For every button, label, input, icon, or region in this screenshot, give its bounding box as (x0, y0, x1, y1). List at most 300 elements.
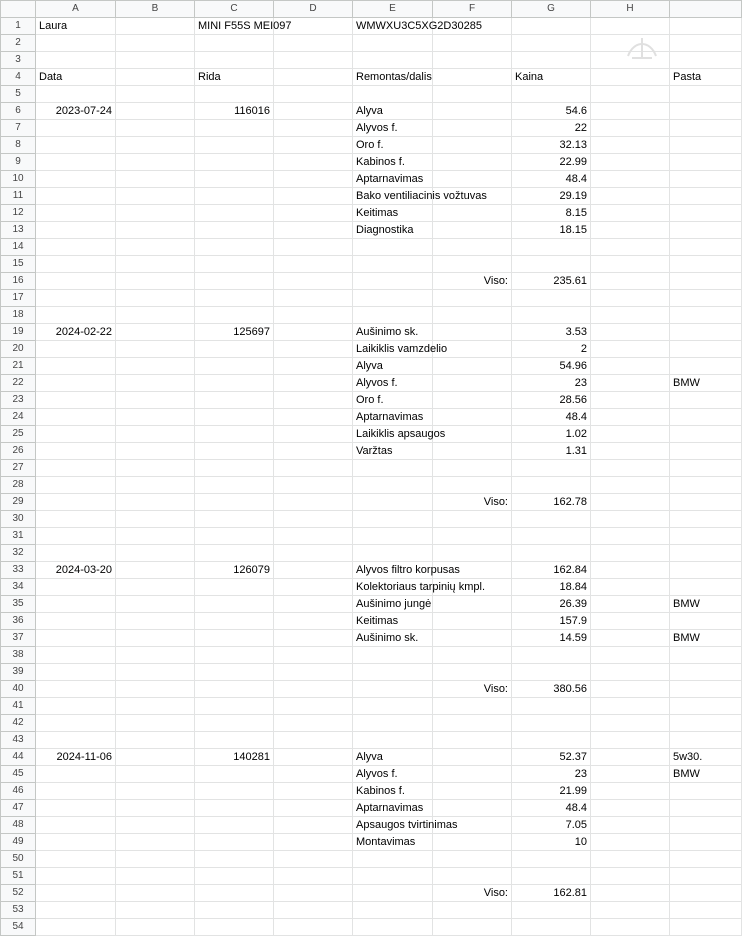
cell-d[interactable] (274, 86, 353, 103)
cell-e[interactable]: WMWXU3C5XG2D30285 (353, 18, 433, 35)
row-header[interactable]: 29 (1, 494, 36, 511)
cell-g[interactable] (512, 902, 591, 919)
cell-f[interactable] (433, 86, 512, 103)
cell-g[interactable]: 22.99 (512, 154, 591, 171)
cell-d[interactable] (274, 222, 353, 239)
cell-e[interactable] (353, 681, 433, 698)
cell-g[interactable]: 23 (512, 375, 591, 392)
cell-b[interactable] (116, 205, 195, 222)
cell-c[interactable] (195, 35, 274, 52)
cell-g[interactable]: 29.19 (512, 188, 591, 205)
cell-i[interactable] (670, 86, 742, 103)
cell-d[interactable] (274, 919, 353, 936)
cell-h[interactable] (591, 239, 670, 256)
cell-a[interactable] (36, 341, 116, 358)
cell-a[interactable] (36, 392, 116, 409)
cell-g[interactable] (512, 511, 591, 528)
cell-c[interactable] (195, 919, 274, 936)
cell-f[interactable] (433, 511, 512, 528)
row-header[interactable]: 35 (1, 596, 36, 613)
cell-i[interactable] (670, 681, 742, 698)
cell-g[interactable] (512, 239, 591, 256)
cell-a[interactable] (36, 766, 116, 783)
cell-e[interactable]: Aptarnavimas (353, 171, 433, 188)
cell-h[interactable] (591, 35, 670, 52)
cell-h[interactable] (591, 885, 670, 902)
cell-f[interactable]: Viso: (433, 273, 512, 290)
cell-a[interactable] (36, 409, 116, 426)
cell-h[interactable] (591, 86, 670, 103)
cell-d[interactable] (274, 324, 353, 341)
cell-h[interactable] (591, 409, 670, 426)
cell-f[interactable] (433, 35, 512, 52)
cell-e[interactable]: Kabinos f. (353, 154, 433, 171)
cell-c[interactable] (195, 664, 274, 681)
cell-g[interactable]: 28.56 (512, 392, 591, 409)
row-header[interactable]: 46 (1, 783, 36, 800)
cell-f[interactable] (433, 409, 512, 426)
cell-i[interactable] (670, 715, 742, 732)
cell-h[interactable] (591, 494, 670, 511)
cell-e[interactable] (353, 647, 433, 664)
cell-f[interactable] (433, 120, 512, 137)
cell-a[interactable] (36, 868, 116, 885)
cell-g[interactable]: 48.4 (512, 171, 591, 188)
cell-e[interactable]: Aušinimo sk. (353, 324, 433, 341)
cell-b[interactable] (116, 307, 195, 324)
cell-i[interactable] (670, 783, 742, 800)
row-header[interactable]: 28 (1, 477, 36, 494)
cell-b[interactable] (116, 239, 195, 256)
cell-a[interactable] (36, 783, 116, 800)
cell-f[interactable]: Viso: (433, 885, 512, 902)
cell-h[interactable] (591, 205, 670, 222)
cell-d[interactable] (274, 902, 353, 919)
cell-g[interactable] (512, 647, 591, 664)
cell-c[interactable]: 125697 (195, 324, 274, 341)
cell-c[interactable] (195, 358, 274, 375)
cell-i[interactable] (670, 137, 742, 154)
cell-b[interactable] (116, 86, 195, 103)
cell-d[interactable] (274, 137, 353, 154)
row-header[interactable]: 9 (1, 154, 36, 171)
cell-h[interactable] (591, 460, 670, 477)
cell-b[interactable] (116, 647, 195, 664)
cell-e[interactable] (353, 35, 433, 52)
cell-a[interactable]: 2024-02-22 (36, 324, 116, 341)
cell-b[interactable] (116, 545, 195, 562)
cell-e[interactable]: Apsaugos tvirtinimas (353, 817, 433, 834)
cell-i[interactable] (670, 698, 742, 715)
cell-d[interactable] (274, 766, 353, 783)
cell-g[interactable] (512, 35, 591, 52)
cell-c[interactable] (195, 715, 274, 732)
cell-d[interactable] (274, 664, 353, 681)
cell-i[interactable] (670, 256, 742, 273)
cell-d[interactable] (274, 392, 353, 409)
cell-i[interactable] (670, 120, 742, 137)
cell-f[interactable] (433, 664, 512, 681)
cell-f[interactable] (433, 222, 512, 239)
row-header[interactable]: 53 (1, 902, 36, 919)
cell-e[interactable]: Alyva (353, 103, 433, 120)
cell-h[interactable] (591, 664, 670, 681)
row-header[interactable]: 45 (1, 766, 36, 783)
cell-a[interactable] (36, 120, 116, 137)
cell-b[interactable] (116, 460, 195, 477)
cell-g[interactable] (512, 290, 591, 307)
cell-g[interactable]: 3.53 (512, 324, 591, 341)
cell-f[interactable] (433, 460, 512, 477)
cell-b[interactable] (116, 358, 195, 375)
cell-g[interactable]: 162.78 (512, 494, 591, 511)
cell-d[interactable] (274, 426, 353, 443)
cell-h[interactable] (591, 443, 670, 460)
cell-b[interactable] (116, 698, 195, 715)
cell-e[interactable]: Alyva (353, 358, 433, 375)
row-header[interactable]: 6 (1, 103, 36, 120)
cell-i[interactable] (670, 52, 742, 69)
cell-f[interactable] (433, 358, 512, 375)
cell-d[interactable] (274, 749, 353, 766)
cell-a[interactable] (36, 460, 116, 477)
cell-e[interactable] (353, 460, 433, 477)
cell-h[interactable] (591, 715, 670, 732)
cell-f[interactable] (433, 443, 512, 460)
cell-c[interactable]: 116016 (195, 103, 274, 120)
cell-f[interactable] (433, 902, 512, 919)
cell-a[interactable] (36, 834, 116, 851)
cell-d[interactable] (274, 732, 353, 749)
cell-h[interactable] (591, 528, 670, 545)
cell-d[interactable] (274, 239, 353, 256)
cell-d[interactable] (274, 715, 353, 732)
cell-e[interactable]: Kabinos f. (353, 783, 433, 800)
cell-e[interactable] (353, 528, 433, 545)
cell-i[interactable] (670, 239, 742, 256)
cell-e[interactable] (353, 664, 433, 681)
cell-h[interactable] (591, 562, 670, 579)
row-header[interactable]: 48 (1, 817, 36, 834)
cell-d[interactable] (274, 647, 353, 664)
cell-b[interactable] (116, 290, 195, 307)
cell-d[interactable] (274, 154, 353, 171)
cell-f[interactable] (433, 171, 512, 188)
cell-a[interactable] (36, 715, 116, 732)
cell-b[interactable] (116, 868, 195, 885)
cell-h[interactable] (591, 851, 670, 868)
cell-d[interactable] (274, 800, 353, 817)
cell-b[interactable] (116, 902, 195, 919)
cell-h[interactable] (591, 52, 670, 69)
cell-b[interactable] (116, 732, 195, 749)
cell-h[interactable] (591, 698, 670, 715)
cell-b[interactable] (116, 817, 195, 834)
cell-d[interactable] (274, 511, 353, 528)
cell-g[interactable]: 48.4 (512, 409, 591, 426)
cell-c[interactable] (195, 477, 274, 494)
cell-b[interactable] (116, 188, 195, 205)
cell-i[interactable] (670, 732, 742, 749)
cell-b[interactable] (116, 222, 195, 239)
cell-f[interactable] (433, 52, 512, 69)
cell-e[interactable] (353, 902, 433, 919)
row-header[interactable]: 42 (1, 715, 36, 732)
cell-h[interactable] (591, 732, 670, 749)
cell-a[interactable] (36, 477, 116, 494)
cell-e[interactable] (353, 715, 433, 732)
cell-g[interactable] (512, 18, 591, 35)
cell-i[interactable] (670, 579, 742, 596)
cell-f[interactable]: Viso: (433, 494, 512, 511)
cell-e[interactable] (353, 307, 433, 324)
cell-h[interactable] (591, 919, 670, 936)
cell-h[interactable] (591, 766, 670, 783)
cell-d[interactable] (274, 273, 353, 290)
cell-i[interactable] (670, 358, 742, 375)
cell-e[interactable]: Laikiklis vamzdelio (353, 341, 433, 358)
row-header[interactable]: 8 (1, 137, 36, 154)
cell-b[interactable] (116, 426, 195, 443)
cell-e[interactable]: Varžtas (353, 443, 433, 460)
cell-g[interactable] (512, 545, 591, 562)
cell-h[interactable] (591, 477, 670, 494)
cell-d[interactable] (274, 409, 353, 426)
cell-c[interactable] (195, 171, 274, 188)
cell-c[interactable] (195, 868, 274, 885)
cell-b[interactable] (116, 137, 195, 154)
cell-c[interactable] (195, 154, 274, 171)
cell-d[interactable] (274, 256, 353, 273)
cell-i[interactable] (670, 664, 742, 681)
cell-f[interactable] (433, 205, 512, 222)
cell-f[interactable] (433, 307, 512, 324)
cell-i[interactable] (670, 392, 742, 409)
cell-f[interactable] (433, 154, 512, 171)
cell-a[interactable] (36, 851, 116, 868)
cell-e[interactable]: Montavimas (353, 834, 433, 851)
row-header[interactable]: 30 (1, 511, 36, 528)
cell-h[interactable] (591, 902, 670, 919)
cell-i[interactable]: BMW (670, 375, 742, 392)
cell-g[interactable] (512, 732, 591, 749)
cell-a[interactable] (36, 885, 116, 902)
row-header[interactable]: 14 (1, 239, 36, 256)
cell-h[interactable] (591, 307, 670, 324)
cell-a[interactable] (36, 681, 116, 698)
cell-a[interactable] (36, 647, 116, 664)
cell-i[interactable] (670, 426, 742, 443)
cell-g[interactable]: Kaina (512, 69, 591, 86)
cell-b[interactable] (116, 409, 195, 426)
cell-c[interactable] (195, 698, 274, 715)
cell-g[interactable] (512, 715, 591, 732)
cell-h[interactable] (591, 613, 670, 630)
cell-i[interactable] (670, 545, 742, 562)
cell-i[interactable] (670, 477, 742, 494)
cell-c[interactable] (195, 205, 274, 222)
cell-h[interactable] (591, 341, 670, 358)
cell-g[interactable]: 32.13 (512, 137, 591, 154)
cell-i[interactable] (670, 307, 742, 324)
cell-g[interactable] (512, 256, 591, 273)
cell-a[interactable] (36, 256, 116, 273)
cell-g[interactable] (512, 851, 591, 868)
row-header[interactable]: 3 (1, 52, 36, 69)
row-header[interactable]: 34 (1, 579, 36, 596)
row-header[interactable]: 23 (1, 392, 36, 409)
cell-h[interactable] (591, 800, 670, 817)
cell-b[interactable] (116, 341, 195, 358)
column-header[interactable]: H (591, 1, 670, 18)
cell-e[interactable]: Laikiklis apsaugos (353, 426, 433, 443)
cell-f[interactable] (433, 834, 512, 851)
row-header[interactable]: 51 (1, 868, 36, 885)
cell-e[interactable]: Remontas/dalis (353, 69, 433, 86)
cell-b[interactable] (116, 443, 195, 460)
cell-b[interactable] (116, 256, 195, 273)
cell-i[interactable] (670, 222, 742, 239)
cell-a[interactable] (36, 817, 116, 834)
cell-b[interactable] (116, 851, 195, 868)
cell-d[interactable] (274, 851, 353, 868)
cell-g[interactable]: 48.4 (512, 800, 591, 817)
cell-d[interactable] (274, 477, 353, 494)
row-header[interactable]: 41 (1, 698, 36, 715)
cell-e[interactable]: Alyvos f. (353, 375, 433, 392)
cell-b[interactable] (116, 477, 195, 494)
cell-g[interactable] (512, 460, 591, 477)
cell-b[interactable] (116, 154, 195, 171)
cell-c[interactable] (195, 681, 274, 698)
cell-h[interactable] (591, 868, 670, 885)
row-header[interactable]: 26 (1, 443, 36, 460)
row-header[interactable]: 47 (1, 800, 36, 817)
cell-b[interactable] (116, 103, 195, 120)
cell-c[interactable] (195, 188, 274, 205)
cell-a[interactable] (36, 86, 116, 103)
cell-i[interactable] (670, 885, 742, 902)
cell-d[interactable] (274, 188, 353, 205)
cell-h[interactable] (591, 103, 670, 120)
row-header[interactable]: 10 (1, 171, 36, 188)
cell-d[interactable] (274, 52, 353, 69)
cell-e[interactable]: Alyva (353, 749, 433, 766)
column-header[interactable]: F (433, 1, 512, 18)
column-header[interactable]: E (353, 1, 433, 18)
cell-g[interactable]: 10 (512, 834, 591, 851)
cell-a[interactable] (36, 613, 116, 630)
row-header[interactable]: 32 (1, 545, 36, 562)
cell-a[interactable]: Laura (36, 18, 116, 35)
cell-c[interactable] (195, 579, 274, 596)
cell-g[interactable]: 162.84 (512, 562, 591, 579)
row-header[interactable]: 40 (1, 681, 36, 698)
cell-c[interactable] (195, 851, 274, 868)
cell-g[interactable] (512, 307, 591, 324)
cell-a[interactable]: 2024-03-20 (36, 562, 116, 579)
cell-d[interactable] (274, 817, 353, 834)
cell-g[interactable]: 157.9 (512, 613, 591, 630)
cell-a[interactable] (36, 579, 116, 596)
row-header[interactable]: 5 (1, 86, 36, 103)
cell-b[interactable] (116, 664, 195, 681)
cell-g[interactable] (512, 52, 591, 69)
cell-c[interactable]: Rida (195, 69, 274, 86)
column-header[interactable]: A (36, 1, 116, 18)
cell-f[interactable] (433, 919, 512, 936)
cell-a[interactable] (36, 426, 116, 443)
cell-h[interactable] (591, 545, 670, 562)
cell-f[interactable] (433, 868, 512, 885)
cell-f[interactable] (433, 851, 512, 868)
cell-c[interactable] (195, 290, 274, 307)
cell-d[interactable] (274, 630, 353, 647)
cell-c[interactable] (195, 732, 274, 749)
cell-f[interactable] (433, 69, 512, 86)
cell-e[interactable] (353, 290, 433, 307)
cell-b[interactable] (116, 715, 195, 732)
cell-b[interactable] (116, 375, 195, 392)
cell-i[interactable] (670, 902, 742, 919)
cell-g[interactable]: 54.96 (512, 358, 591, 375)
cell-e[interactable] (353, 239, 433, 256)
cell-c[interactable] (195, 511, 274, 528)
cell-b[interactable] (116, 494, 195, 511)
cell-f[interactable] (433, 290, 512, 307)
cell-g[interactable]: 235.61 (512, 273, 591, 290)
cell-h[interactable] (591, 647, 670, 664)
cell-f[interactable] (433, 256, 512, 273)
cell-i[interactable] (670, 273, 742, 290)
cell-c[interactable] (195, 528, 274, 545)
cell-b[interactable] (116, 69, 195, 86)
cell-a[interactable] (36, 375, 116, 392)
cell-g[interactable]: 1.31 (512, 443, 591, 460)
cell-i[interactable] (670, 443, 742, 460)
cell-b[interactable] (116, 681, 195, 698)
row-header[interactable]: 2 (1, 35, 36, 52)
cell-d[interactable] (274, 562, 353, 579)
cell-f[interactable] (433, 800, 512, 817)
cell-a[interactable] (36, 528, 116, 545)
cell-b[interactable] (116, 783, 195, 800)
cell-f[interactable] (433, 392, 512, 409)
cell-i[interactable] (670, 800, 742, 817)
cell-c[interactable] (195, 494, 274, 511)
cell-e[interactable] (353, 477, 433, 494)
cell-a[interactable] (36, 494, 116, 511)
cell-f[interactable] (433, 613, 512, 630)
cell-g[interactable]: 22 (512, 120, 591, 137)
row-header[interactable]: 11 (1, 188, 36, 205)
cell-g[interactable]: 23 (512, 766, 591, 783)
cell-d[interactable] (274, 35, 353, 52)
cell-c[interactable] (195, 426, 274, 443)
cell-f[interactable] (433, 647, 512, 664)
column-header[interactable]: G (512, 1, 591, 18)
cell-i[interactable] (670, 103, 742, 120)
cell-d[interactable] (274, 120, 353, 137)
row-header[interactable]: 4 (1, 69, 36, 86)
cell-a[interactable] (36, 511, 116, 528)
cell-i[interactable] (670, 154, 742, 171)
cell-i[interactable] (670, 868, 742, 885)
cell-e[interactable] (353, 732, 433, 749)
cell-e[interactable] (353, 52, 433, 69)
cell-i[interactable] (670, 817, 742, 834)
cell-h[interactable] (591, 137, 670, 154)
